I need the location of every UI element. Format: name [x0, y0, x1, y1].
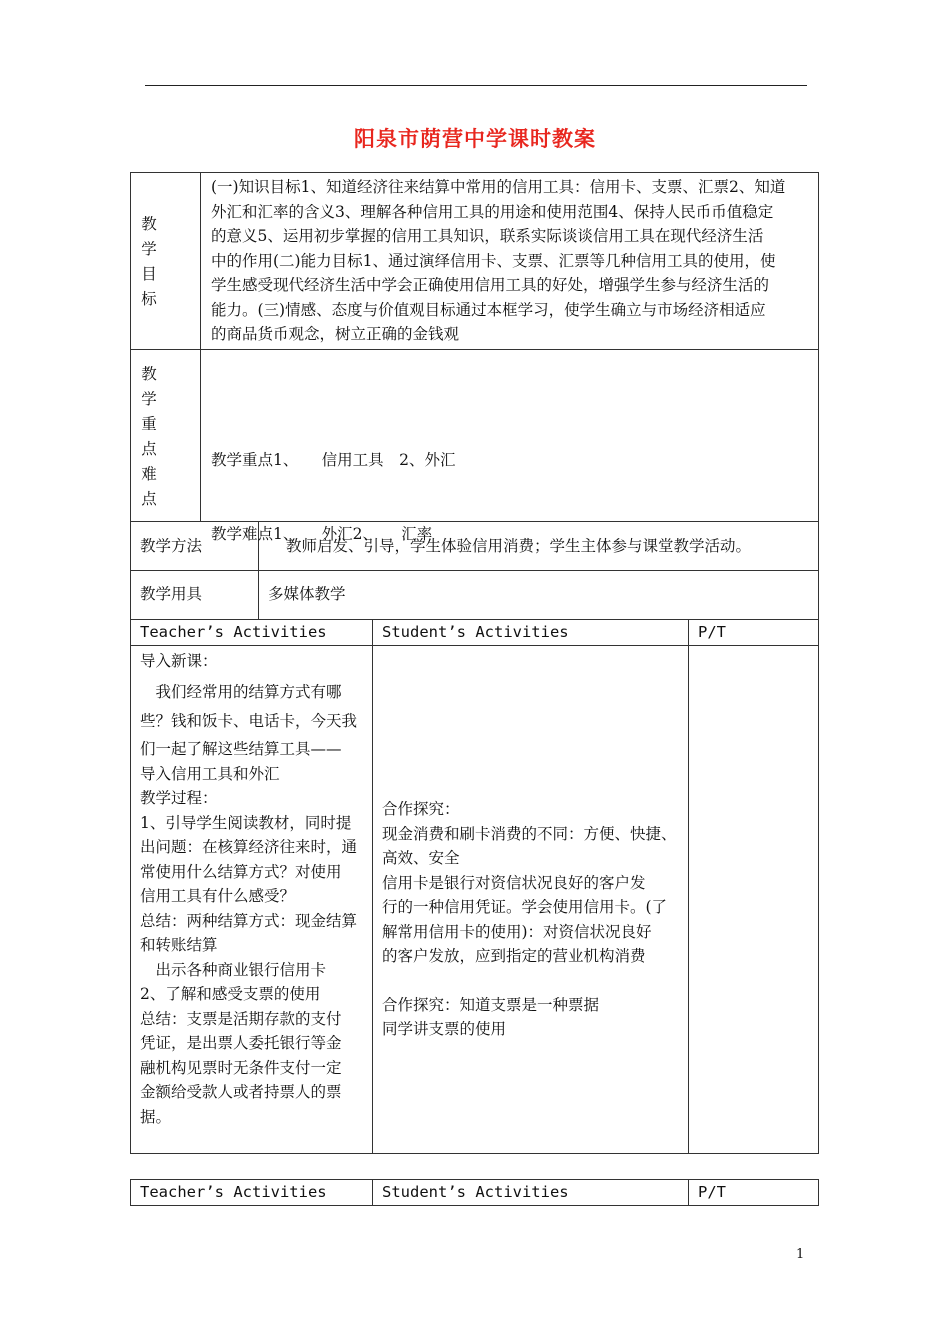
student-activities: 合作探究： 现金消费和刷卡消费的不同：方便、快捷、 高效、安全 信用卡是银行对资信状况良好的客户发 行的一种信用凭证。学会使用信用卡。(了 解常用信用卡的使用)：对资信状况良好 的客户发放，应到指定的营业机构消费 合作探究：知道支票是一种票据 同学讲支票的使用: [382, 800, 677, 1038]
col-divider: [372, 619, 373, 1154]
pt-header: P/T: [698, 623, 726, 641]
row-divider: [130, 349, 819, 350]
goals-text: (一)知识目标1、知道经济往来结算中常用的信用工具：信用卡、支票、汇票2、知道 外汇和汇率的含义3、理解各种信用工具的用途和使用范围4、保持人民币币值稳定 的意义5、运用初步掌握的信用工具知识，联系实际谈谈信用工具在现代经济生活 中的作用(二)能力目标1、通过演绎信用卡、支票、汇票等几种信用工具的使用，使 学生感受现代经济生活中学会正确使用信用工具的好处，增强学生参与经济生活的 能力。(三)情感、态度与价值观目标通过本框学习，使学生确立与市场经济相适应 的商品货币观念，树立正确的金钱观: [211, 178, 786, 343]
row-divider: [130, 645, 819, 646]
teacher-activities-header: Teacher’s Activities: [140, 623, 327, 641]
tools-label: 教学用具: [140, 585, 203, 603]
page-number: 1: [796, 1247, 805, 1262]
top-rule: [145, 85, 807, 86]
student-activities-header: Student’s Activities: [382, 623, 569, 641]
method-label: 教学方法: [140, 537, 203, 555]
pt-header-2: P/T: [698, 1183, 726, 1201]
student-activities-header-2: Student’s Activities: [382, 1183, 569, 1201]
key-points-label: 教 学 重 点 难 点: [141, 365, 157, 508]
tools-value: 多媒体教学: [268, 585, 346, 603]
page-title: 阳泉市荫营中学课时教案: [354, 126, 596, 151]
col-divider: [688, 619, 689, 1154]
col-divider: [372, 1179, 373, 1206]
teacher-activities-header-2: Teacher’s Activities: [140, 1183, 327, 1201]
col-divider: [200, 172, 201, 521]
method-value: 教师启发、引导，学生体验信用消费；学生主体参与课堂教学活动。: [286, 537, 752, 555]
col-divider: [688, 1179, 689, 1206]
goals-label: 教 学 目 标: [141, 215, 157, 308]
teacher-activities: 导入新课： 我们经常用的结算方式有哪 些？钱和饭卡、电话卡，今天我 们一起了解这些结算工具—— 导入信用工具和外汇 教学过程： 1、引导学生阅读教材，同时提 出问题：在核算经济往来时，通 常使用什么结算方式？对使用 信用工具有什么感受？ 总结：两种结算方式：现金结算 和转账结算 出示各种商业银行信用卡 2、了解和感受支票的使用 总结：支票是活期存款的支付 凭证，是出票人委托银行等金 融机构见票时无条件支付一定 金额给受款人或者持票人的票 据。: [140, 652, 358, 1126]
key-points-text: 教学重点1、 信用工具 2、外汇 教学难点1、 外汇2、 汇率: [211, 451, 456, 543]
